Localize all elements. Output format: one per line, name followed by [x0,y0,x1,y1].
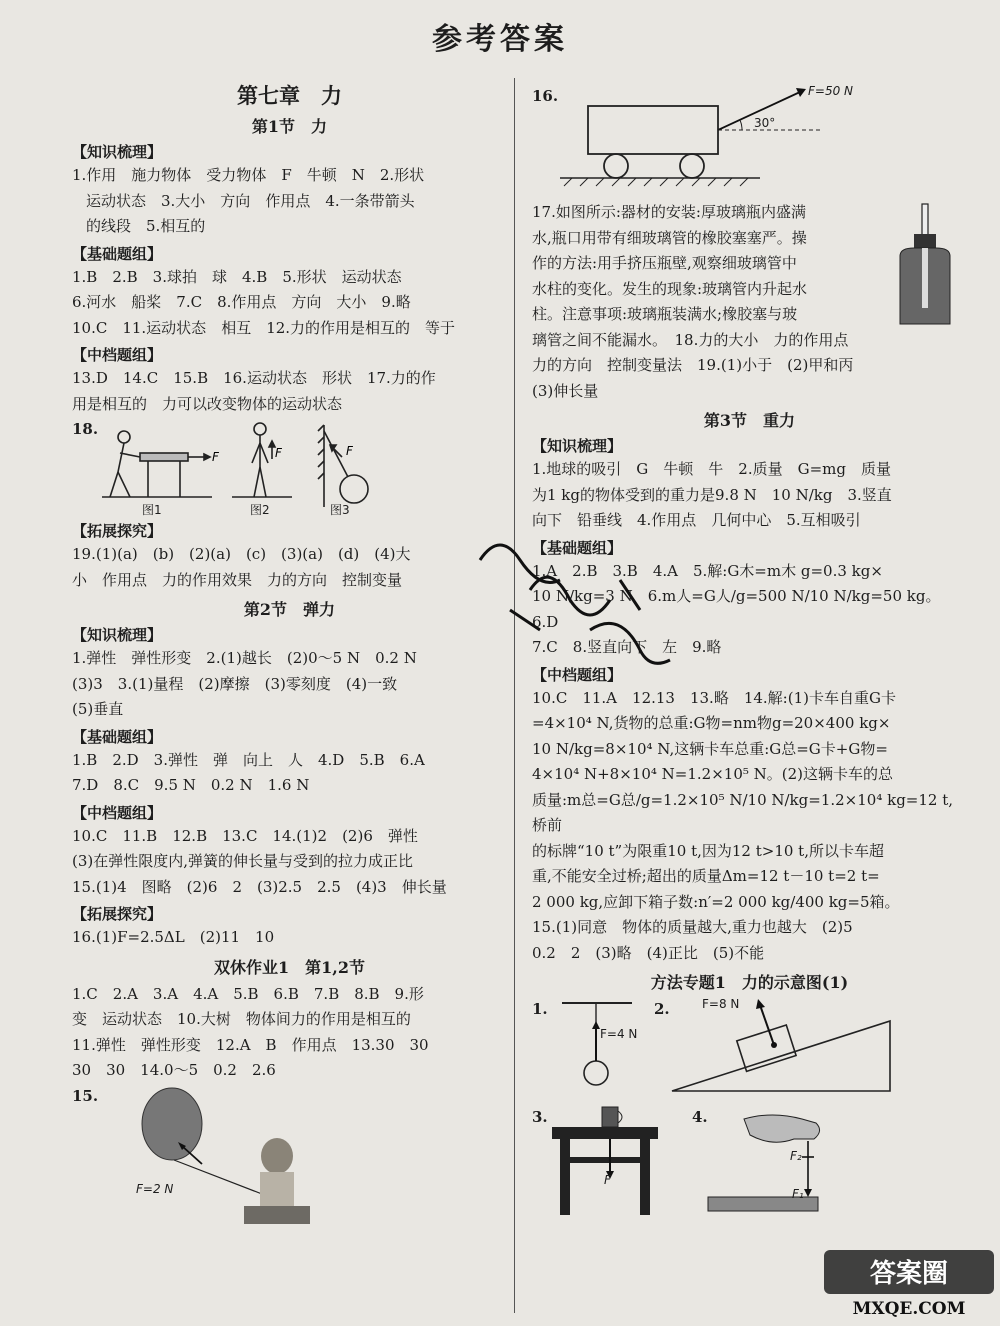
answer-line: 重,不能安全过桥;超出的质量Δm=12 t－10 t=2 t= [532,867,880,885]
girl-figure [244,1138,310,1224]
ground-hatch [564,178,748,186]
section-title: 第3节 重力 [703,411,796,430]
answer-line: 用是相互的 力可以改变物体的运动状态 [72,394,343,413]
answer-line: 7.D 8.C 9.5 N 0.2 N 1.6 N [72,776,310,794]
pushing-table-figure [102,431,212,497]
answer-line: 10 N/kg=3 N 6.m人=G人/g=500 N/10 N/kg=50 kg。 6.D [532,587,948,631]
q17-block [532,200,967,328]
answer-line: 1.B 2.D 3.弹性 弹 向上 人 4.D 5.B 6.A [72,750,425,769]
answer-line: 10.C 11.A 12.13 13.略 14.解:(1)卡车自重G卡 [532,688,896,707]
section-heading: 【知识梳理】 [532,437,623,455]
force-label: F=50 N [808,84,854,98]
force-label-fig3: F [346,444,353,458]
answer-line: 质量:m总=G总/g=1.2×10⁵ N/10 N/kg=1.2×10⁴ kg=12 t,桥前 [532,790,954,834]
section-heading: 【知识梳理】 [72,143,163,161]
section-heading: 【拓展探究】 [72,905,163,923]
figure-caption: 图3 [330,503,350,517]
force-label: F₁ [792,1187,804,1201]
answer-line: 水柱的变化。发生的现象:玻璃管内升起水 [532,279,808,298]
answer-line: 水,瓶口用带有细玻璃管的橡胶塞塞严。操 [532,228,807,247]
answer-line: 10 N/kg=8×10⁴ N,这辆卡车总重:G总=G卡+G物= [532,739,888,758]
answer-line: 1.B 2.B 3.球拍 球 4.B 5.形状 运动状态 [72,267,402,286]
force-label-fig1: F [212,450,219,464]
answer-line: 15.(1)同意 物体的质量越大,重力也越大 (2)5 [532,918,853,936]
question-number: 18. [72,420,99,438]
standing-person-figure [232,423,292,497]
section-title: 第2节 弹力 [243,600,336,619]
logo-url: MXQE.COM [852,1299,966,1319]
answer-line: (3)在弹性限度内,弹簧的伸长量与受到的拉力成正比 [72,852,414,870]
method-figures [532,997,967,1217]
cart-body [588,106,718,154]
section-heading: 【中档题组】 [72,803,163,822]
cart-wheel [680,154,704,178]
answer-line: =4×10⁴ N,货物的总重:G物=nm物g=20×400 kg× [532,714,891,732]
answer-line: 为1 kg的物体受到的重力是9.8 N 10 N/kg 3.竖直 [532,485,892,504]
section-title: 第1节 力 [251,117,328,136]
force-label: F=2 N [136,1181,174,1196]
section-heading: 【知识梳理】 [72,626,163,644]
section-heading: 【基础题组】 [532,538,623,557]
balloon-string [174,1160,262,1194]
answer-line: 力的方向 控制变量法 19.(1)小于 (2)甲和丙 [532,356,854,374]
hanging-ball-figure [318,425,368,507]
answer-line: 运动状态 3.大小 方向 作用点 4.一条带箭头 [86,191,415,210]
bottle-figure-svg [892,200,962,330]
section-heading: 【基础题组】 [72,244,163,263]
section-title: 方法专题1 力的示意图(1) [650,973,849,992]
cart-wheel [604,154,628,178]
angle-label: 30° [754,116,776,130]
figure-q18 [72,417,507,517]
answer-line: 小 作用点 力的作用效果 力的方向 控制变量 [72,570,403,589]
hanging-ball [562,1003,632,1085]
answer-line: 13.D 14.C 15.B 16.运动状态 形状 17.力的作 [72,369,436,387]
block-on-incline [672,999,890,1091]
answer-line: 1.地球的吸引 G 牛顿 牛 2.质量 G=mg 质量 [532,460,891,478]
answer-line: 的标牌“10 t”为限重10 t,因为12 t>10 t,所以卡车超 [532,841,884,860]
force-label: F [604,1173,611,1187]
section-heading: 【拓展探究】 [72,522,163,540]
question-number: 16. [532,87,559,105]
answer-line: 19.(1)(a) (b) (2)(a) (c) (3)(a) (d) (4)大 [72,545,411,563]
answer-line: 璃管之间不能漏水。 18.力的大小 力的作用点 [532,330,849,349]
site-logo [824,1250,994,1320]
answer-line: 30 30 14.0～5 0.2 2.6 [72,1061,276,1079]
page-title: 参考答案 [432,22,568,57]
answer-line: (5)垂直 [72,700,124,718]
left-column [72,78,507,1224]
answer-line: 2 000 kg,应卸下箱子数:n′=2 000 kg/400 kg=5箱。 [532,892,900,911]
angle-arc [740,120,742,130]
chapter-title: 第七章 力 [237,83,342,108]
question-number: 1. [532,1000,548,1018]
force-label: F=8 N [702,997,740,1011]
logo-title: 答案圈 [869,1259,949,1289]
answer-line: (3)伸长量 [532,381,599,400]
logo-mark [824,1250,994,1320]
section-heading: 【中档题组】 [532,665,623,684]
answer-line: 10.C 11.B 12.B 13.C 14.(1)2 (2)6 弹性 [72,826,418,845]
balloon-girl-svg [112,1084,372,1224]
question-number: 15. [72,1086,99,1105]
force-diagram-svg [532,997,967,1217]
question-number: 4. [692,1108,708,1126]
section-title: 双休作业1 第1,2节 [214,957,365,977]
answer-line: 1.A 2.B 3.B 4.A 5.解:G木=m木 g=0.3 kg× [532,561,883,580]
answer-line: 0.2 2 (3)略 (4)正比 (5)不能 [532,943,765,962]
figure-q16 [532,78,967,200]
answer-line: 1.弹性 弹性形变 2.(1)越长 (2)0～5 N 0.2 N [72,649,417,667]
answer-line: 1.C 2.A 3.A 4.A 5.B 6.B 7.B 8.B 9.形 [72,984,424,1003]
cup-on-table [552,1107,658,1215]
handwriting-watermark [470,520,690,690]
answer-line: 柱。注意事项:玻璃瓶装满水;橡胶塞与玻 [532,305,798,323]
question-number: 3. [532,1108,548,1126]
question-number: 2. [654,1000,670,1018]
answer-line: 17.如图所示:器材的安装:厚玻璃瓶内盛满 [532,203,806,221]
answer-line: 6.河水 船桨 7.C 8.作用点 方向 大小 9.略 [72,293,411,311]
section-heading: 【基础题组】 [72,727,163,746]
answer-line: 7.C 8.竖直向下 左 9.略 [532,638,722,656]
answer-line: (3)3 3.(1)量程 (2)摩擦 (3)零刻度 (4)一致 [72,674,398,693]
answer-line: 16.(1)F=2.5ΔL (2)11 10 [72,928,275,946]
force-label-fig2: F [275,446,282,460]
balloon [142,1088,202,1160]
answer-line: 向下 铅垂线 4.作用点 几何中心 5.互相吸引 [532,511,861,529]
figure-caption: 图2 [250,503,270,517]
figure-caption: 图1 [142,503,162,517]
force-label: F=4 N [600,1027,638,1041]
section-heading: 【中档题组】 [72,346,163,364]
column-divider [514,78,515,1313]
answer-line: 的线段 5.相互的 [86,217,206,235]
answer-line: 4×10⁴ N+8×10⁴ N=1.2×10⁵ N。(2)这辆卡车的总 [532,765,894,783]
answer-line: 作的方法:用手挤压瓶壁,观察细玻璃管中 [532,254,797,272]
force-label: F₂ [790,1149,802,1163]
answer-line: 11.弹性 弹性形变 12.A B 作用点 13.30 30 [72,1035,429,1054]
answer-line: 15.(1)4 图略 (2)6 2 (3)2.5 2.5 (4)3 伸长量 [72,877,447,896]
answer-line: 1.作用 施力物体 受力物体 F 牛顿 N 2.形状 [72,166,425,184]
figure-q15 [72,1084,507,1224]
answer-line: 变 运动状态 10.大树 物体间力的作用是相互的 [72,1010,411,1028]
answer-line: 10.C 11.运动状态 相互 12.力的作用是相互的 等于 [72,318,456,337]
